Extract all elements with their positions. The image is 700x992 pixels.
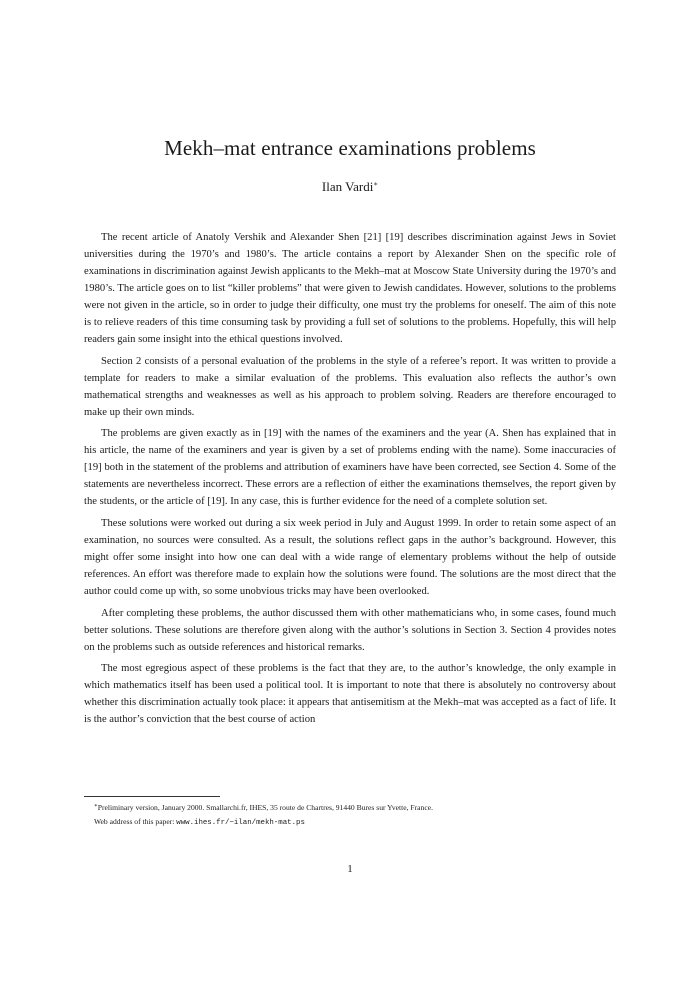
paragraph-4: These solutions were worked out during a six week period in July and August 1999. In order to retain some aspect of an examination, no sources were consulted. As a result, the solutions reflect gaps in the author’s background. However, this might offer some insight into how one can deal with a wide range of elementary problems without the help of outside references. An effort was therefore made to explain how the solutions were found. The solutions are the most direct that the author could come up with, so some unobvious tricks may have been overlooked. — [84, 517, 616, 598]
footnotes — [84, 799, 616, 830]
author-name: Ilan Vardi — [321, 179, 374, 194]
footnote-1-text: Preliminary version, January 2000. Smallarchi.fr, IHES, 35 route de Chartres, 91440 Bures sur Yvette, France. — [97, 803, 433, 812]
footnote-2-prefix: Web address of this paper: — [94, 817, 177, 826]
paragraph-3: The problems are given exactly as in [19] with the names of the examiners and the year (A. Shen has explained that in his article, the name of the examiners and year is given by a set of problems ending with the name). Some inaccuracies of [19] both in the statement of the problems and attribution of examiners have have been corrected, see Section 4. Some of the statements are nevertheless incorrect. These errors are a reflection of either the examinations themselves, the report given by the students, or the article of [19]. In any case, this is further evidence for the need of a complete solution set. — [84, 428, 616, 508]
paper-url[interactable]: www.ihes.fr/~ilan/mekh-mat.ps — [176, 819, 305, 827]
author-footnote-mark: ∗ — [373, 180, 379, 188]
page-number: 1 — [347, 863, 353, 875]
footnote-rule — [84, 796, 220, 797]
paragraph-1: The recent article of Anatoly Vershik and Alexander Shen [21] [19] describes discrimination against Jews in Soviet universities during the 1970’s and 1980’s. The article contains a report by Alexander Shen on the specific role of examinations in discrimination against Jewish applicants to the Mekh–mat at Moscow State University during the 1970’s and 1980’s. The article goes on to list “killer problems” that were given to Jewish candidates. However, solutions to the problems were not given in the article, so in order to judge their difficulty, one must try the problems for oneself. The aim of this note is to relieve readers of this time consuming task by providing a full set of solutions to the problems. Hopefully, this will help readers gain some insight into the ethical questions involved. — [84, 232, 616, 346]
paper-title: Mekh–mat entrance examinations problems — [164, 136, 536, 160]
paragraph-2: Section 2 consists of a personal evaluation of the problems in the style of a referee’s report. It was written to provide a template for readers to make a similar evaluation of the problems. This evaluation also reflects the author’s own mathematical strengths and weaknesses as well as his approach to problem solving. Readers are therefore encouraged to make up their own minds. — [84, 355, 616, 418]
author-line — [0, 179, 700, 195]
footnote-2 — [84, 815, 616, 830]
footnote-1 — [84, 799, 616, 815]
paragraph-5: After completing these problems, the author discussed them with other mathematicians who, in some cases, found much better solutions. These solutions are therefore given along with the author’s solutions in Section 3. Section 4 provides notes on the problems such as outside references and historical remarks. — [84, 607, 616, 653]
footnote-mark: ∗ — [94, 803, 98, 809]
paragraph-6: The most egregious aspect of these problems is the fact that they are, to the author’s knowledge, the only example in which mathematics itself has been used a political tool. It is important to note that there is absolutely no controversy about whether this discrimination actually took place: it appears that antisemitism at the Mekh–mat was accepted as a fact of life. It is the author’s conviction that the best course of action — [84, 663, 616, 726]
body-text — [84, 229, 616, 733]
